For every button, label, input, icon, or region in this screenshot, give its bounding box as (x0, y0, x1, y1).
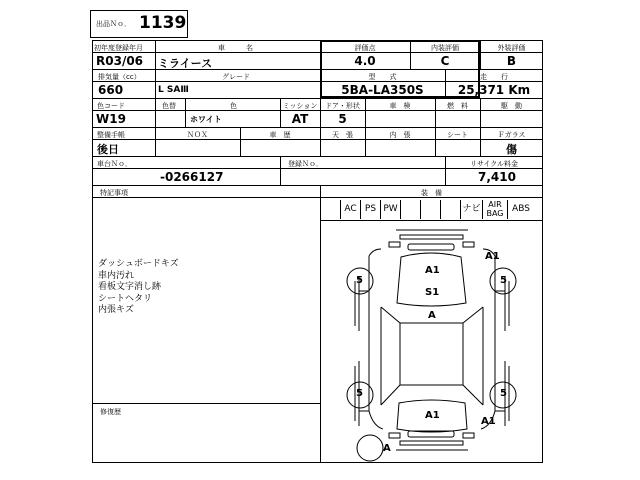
doors-value: 5 (338, 112, 347, 126)
exterior-value: B (506, 54, 517, 68)
recycle-label: リサイクル料金 (469, 160, 519, 168)
damage-mark: 5 (356, 275, 363, 286)
fuel-label: 燃 料 (447, 102, 468, 110)
chassis-label: 車台Ｎｏ． (97, 160, 132, 168)
mileage-value: 25,371 Km (457, 83, 531, 97)
damage-mark: A (428, 310, 436, 321)
year-value: R03/06 (96, 54, 144, 68)
damage-mark: S1 (425, 287, 440, 298)
equipment-item: AC (340, 200, 360, 219)
equipment-title: 装 備 (421, 189, 442, 197)
car-diagram (321, 221, 542, 462)
score-label: 評価点 (354, 44, 376, 52)
model-label: 型 式 (368, 73, 397, 81)
equipment-item (420, 200, 440, 219)
recycle-value: 7,410 (478, 170, 516, 184)
inspection-label: 車 検 (389, 102, 411, 110)
nox-label: ＮＯＸ (187, 131, 208, 139)
lot-number: 1139 (139, 13, 187, 33)
damage-mark: A1 (485, 251, 500, 262)
displacement-label: 排気量（cc） (98, 73, 141, 81)
equipment-item: ナビ (460, 200, 482, 219)
equipment-item (400, 200, 420, 219)
note-line: 車内汚れ (98, 270, 135, 281)
damage-mark: 5 (356, 388, 363, 399)
equipment-item: PS (360, 200, 380, 219)
grade-value: L SAⅢ (158, 85, 189, 95)
manual-label: 整備手帳 (97, 131, 125, 139)
note-line: 内張キズ (98, 305, 134, 315)
interior-value: C (440, 54, 450, 68)
color-change-label: 色替 (162, 102, 176, 110)
grade-label: グレード (222, 73, 250, 81)
color-code-value: W19 (96, 112, 126, 126)
year-label: 初年度登録年月 (94, 44, 143, 52)
drive-label: 駆 動 (501, 102, 522, 110)
damage-mark: A (383, 443, 391, 454)
damage-mark: 5 (500, 275, 507, 286)
name-label: 車 名 (218, 44, 253, 52)
note-line: 看板文字消し跡 (98, 282, 162, 292)
score-value: 4.0 (354, 54, 376, 68)
interior-label: 内装評価 (431, 44, 459, 52)
equipment-item: AIR BAG (482, 200, 507, 219)
history-label: 車 歴 (269, 131, 291, 139)
color-code-label: 色コード (97, 102, 125, 110)
repair-title: 修復歴 (100, 408, 121, 416)
notes-list (98, 259, 313, 317)
name-value: ミライース (158, 57, 213, 70)
roof-label: 天 張 (332, 131, 353, 139)
chassis-value: -0266127 (160, 170, 224, 184)
equipment-item: ABS (507, 200, 534, 219)
note-line: シートヘタリ (98, 293, 153, 304)
lot-box (90, 10, 188, 38)
registration-label: 登録Ｎｏ． (288, 160, 323, 168)
manual-value: 後日 (97, 143, 119, 156)
seat-label: シート (447, 131, 468, 139)
equipment-item: PW (380, 200, 400, 219)
lot-label: 出品Ｎｏ． (96, 20, 131, 28)
damage-mark: A1 (425, 265, 440, 276)
exterior-label: 外装評価 (497, 44, 526, 52)
mileage-label: 走 行 (480, 73, 508, 81)
color-label: 色 (230, 102, 237, 110)
notes-title: 特記事項 (100, 189, 128, 197)
color-value: ホワイト (190, 115, 222, 124)
note-line: ダッシュボードキズ (98, 259, 179, 269)
doors-label: ドア・形状 (325, 102, 360, 110)
damage-mark: A1 (481, 416, 496, 427)
damage-mark: A1 (425, 410, 440, 421)
interior-trim-label: 内 張 (389, 131, 411, 139)
damage-mark: 5 (500, 388, 507, 399)
equipment-item (440, 200, 460, 219)
model-value: 5BA-LA350S (341, 83, 424, 97)
displacement-value: 660 (98, 83, 124, 97)
mission-value: AT (291, 112, 309, 126)
glass-label: Ｆガラス (497, 131, 526, 139)
glass-value: 傷 (506, 143, 517, 156)
mission-label: ミッション (282, 102, 318, 110)
